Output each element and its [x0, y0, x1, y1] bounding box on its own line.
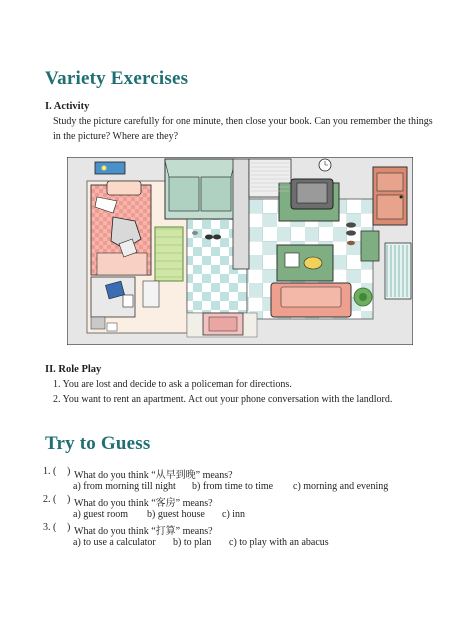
question-2-text: What do you think “客房” means?: [74, 498, 213, 509]
section-title-variety-exercises: Variety Exercises: [45, 68, 189, 89]
question-3-answer-blank[interactable]: ): [67, 522, 71, 533]
question-1-option-b[interactable]: b) from time to time: [192, 481, 274, 492]
question-2-option-c[interactable]: c) inn: [222, 509, 246, 520]
role-play-heading: II. Role Play: [45, 364, 102, 375]
activity-instruction-line-2: in the picture? Where are they?: [53, 131, 179, 142]
question-1-text: What do you think “从早到晚” means?: [74, 470, 233, 481]
question-3-option-b[interactable]: b) to plan: [173, 537, 212, 548]
question-2-answer-blank[interactable]: ): [67, 494, 71, 505]
question-3-text: What do you think “打算” means?: [74, 526, 213, 537]
section-title-try-to-guess: Try to Guess: [45, 433, 151, 454]
question-1-number: 1. (: [43, 466, 57, 477]
question-3-option-a[interactable]: a) to use a calculator: [73, 537, 156, 548]
role-play-item-1: 1. You are lost and decide to ask a policeman for directions.: [53, 379, 292, 390]
question-2-option-b[interactable]: b) guest house: [147, 509, 205, 520]
question-2-number: 2. (: [43, 494, 57, 505]
question-1-option-a[interactable]: a) from morning till night: [73, 481, 176, 492]
activity-instruction-line-1: Study the picture carefully for one minute, then close your book. Can you remember the things: [53, 116, 433, 127]
activity-heading: I. Activity: [45, 101, 90, 112]
role-play-item-2: 2. You want to rent an apartment. Act out your phone conversation with the landlord.: [53, 394, 393, 405]
question-1-option-c[interactable]: c) morning and evening: [293, 481, 389, 492]
question-1-answer-blank[interactable]: ): [67, 466, 71, 477]
question-3-number: 3. (: [43, 522, 57, 533]
room-floorplan-illustration: [67, 157, 413, 345]
question-2-option-a[interactable]: a) guest room: [73, 509, 128, 520]
question-3-option-c[interactable]: c) to play with an abacus: [229, 537, 329, 548]
